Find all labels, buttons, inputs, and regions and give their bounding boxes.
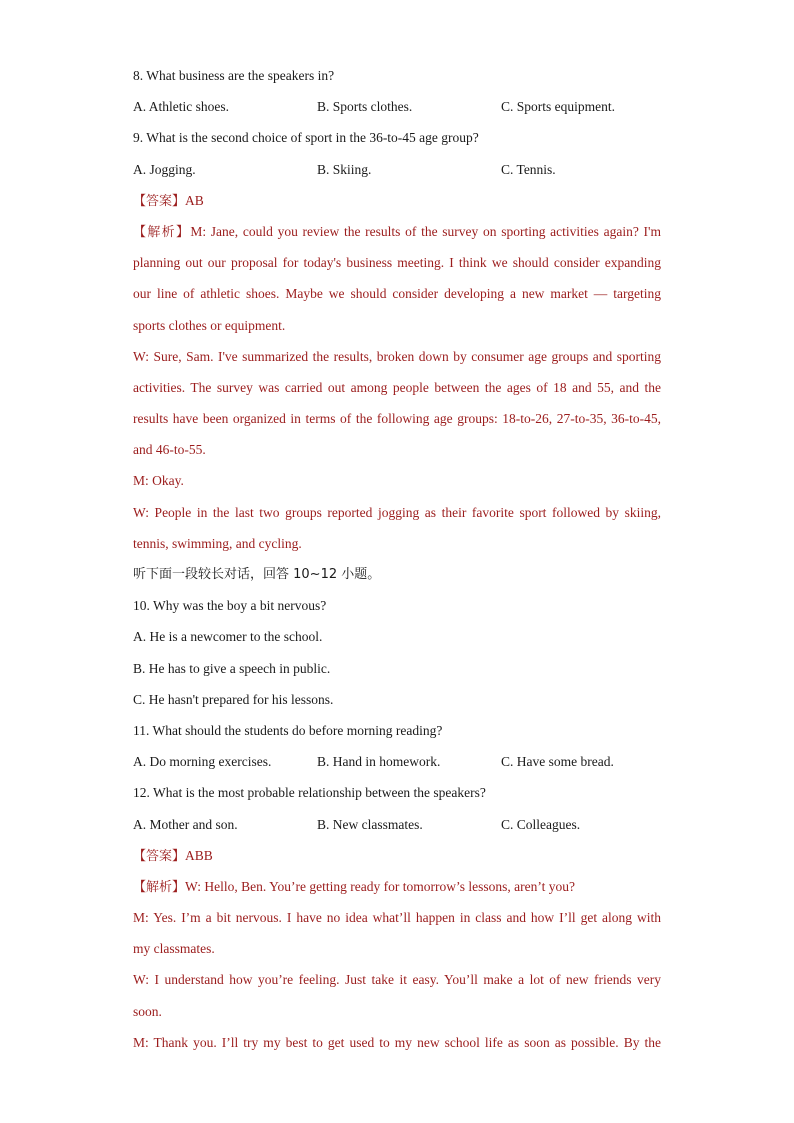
question-9: 9. What is the second choice of sport in the 36-to-45 age group?: [133, 130, 479, 146]
answer-8-9: [133, 189, 661, 220]
analysis-label: 【解析】: [133, 224, 191, 240]
analysis-label: 【解析】: [133, 879, 186, 895]
analysis-8-9-line: activities. The survey was carried out among people between the ages of 18 and 55, and the: [133, 379, 661, 395]
option-c: C. Tennis.: [501, 161, 556, 177]
question-8: 8. What business are the speakers in?: [133, 68, 335, 83]
option-c: C. Have some bread.: [501, 754, 614, 770]
question-9-options: [133, 158, 661, 189]
option-c: C. Sports equipment.: [501, 99, 615, 115]
analysis-8-9-line: our line of athletic shoes. Maybe we should consider developing a new market — targeting: [133, 286, 661, 302]
analysis-8-9-line: W: Sure, Sam. I've summarized the results, broken down by consumer age groups and sporting: [133, 348, 661, 364]
question-11: 11. What should the students do before morning reading?: [133, 722, 443, 738]
analysis-8-9-line: planning out our proposal for today's business meeting. I think we should consider expanding: [133, 255, 661, 271]
option-a: A. Mother and son.: [133, 816, 238, 832]
answer-10-12: [133, 844, 661, 875]
option-b: B. Sports clothes.: [317, 99, 413, 115]
option-a: A. He is a newcomer to the school.: [133, 629, 323, 645]
option-b: B. Hand in homework.: [317, 754, 441, 770]
answer-label: 【答案】: [133, 848, 186, 864]
analysis-10-12-line: my classmates.: [133, 941, 215, 957]
analysis-8-9-line: W: People in the last two groups reported jogging as their favorite sport followed by skiing,: [133, 504, 661, 520]
analysis-10-12-line: W: I understand how you’re feeling. Just take it easy. You’ll make a lot of new friends very: [133, 972, 661, 988]
question-8-options: [133, 95, 661, 126]
question-11-options: [133, 750, 661, 781]
option-a: A. Do morning exercises.: [133, 754, 272, 770]
option-b: B. New classmates.: [317, 816, 423, 832]
analysis-10-12-line: M: Thank you. I’ll try my best to get used to my new school life as soon as possible. By the: [133, 1034, 661, 1050]
answer-value: ABB: [185, 847, 213, 863]
option-c: C. Colleagues.: [501, 816, 581, 832]
analysis-8-9-line: and 46-to-55.: [133, 442, 206, 458]
analysis-8-9-line: M: Okay.: [133, 473, 184, 489]
analysis-10-12-line: soon.: [133, 1003, 162, 1019]
analysis-8-9-line: tennis, swimming, and cycling.: [133, 535, 302, 551]
question-12-options: [133, 813, 661, 844]
question-10: 10. Why was the boy a bit nervous?: [133, 598, 327, 614]
option-b: B. Skiing.: [317, 161, 372, 177]
analysis-8-9-line: 【解析】M: Jane, could you review the results of the survey on sporting activities again? I'm: [133, 223, 661, 240]
answer-value: AB: [185, 192, 204, 208]
option-a: A. Athletic shoes.: [133, 99, 229, 115]
question-12: 12. What is the most probable relationship between the speakers?: [133, 785, 486, 801]
section-header: 听下面一段较长对话，回答 10~12 小题。: [133, 567, 381, 582]
analysis-8-9-line: sports clothes or equipment.: [133, 317, 286, 333]
analysis-10-12-line: M: Yes. I’m a bit nervous. I have no idea what’ll happen in class and how I’ll get along with: [133, 910, 661, 926]
option-a: A. Jogging.: [133, 161, 196, 177]
answer-label: 【答案】: [133, 193, 186, 209]
option-b: B. He has to give a speech in public.: [133, 660, 331, 676]
document-page: [133, 64, 661, 1062]
analysis-10-12-line: 【解析】W: Hello, Ben. You’re getting ready for tomorrow’s lessons, aren’t you?: [133, 878, 575, 895]
option-c: C. He hasn't prepared for his lessons.: [133, 691, 334, 707]
analysis-8-9-line: results have been organized in terms of the following age groups: 18-to-26, 27-to-35, 36-to-45,: [133, 411, 661, 427]
